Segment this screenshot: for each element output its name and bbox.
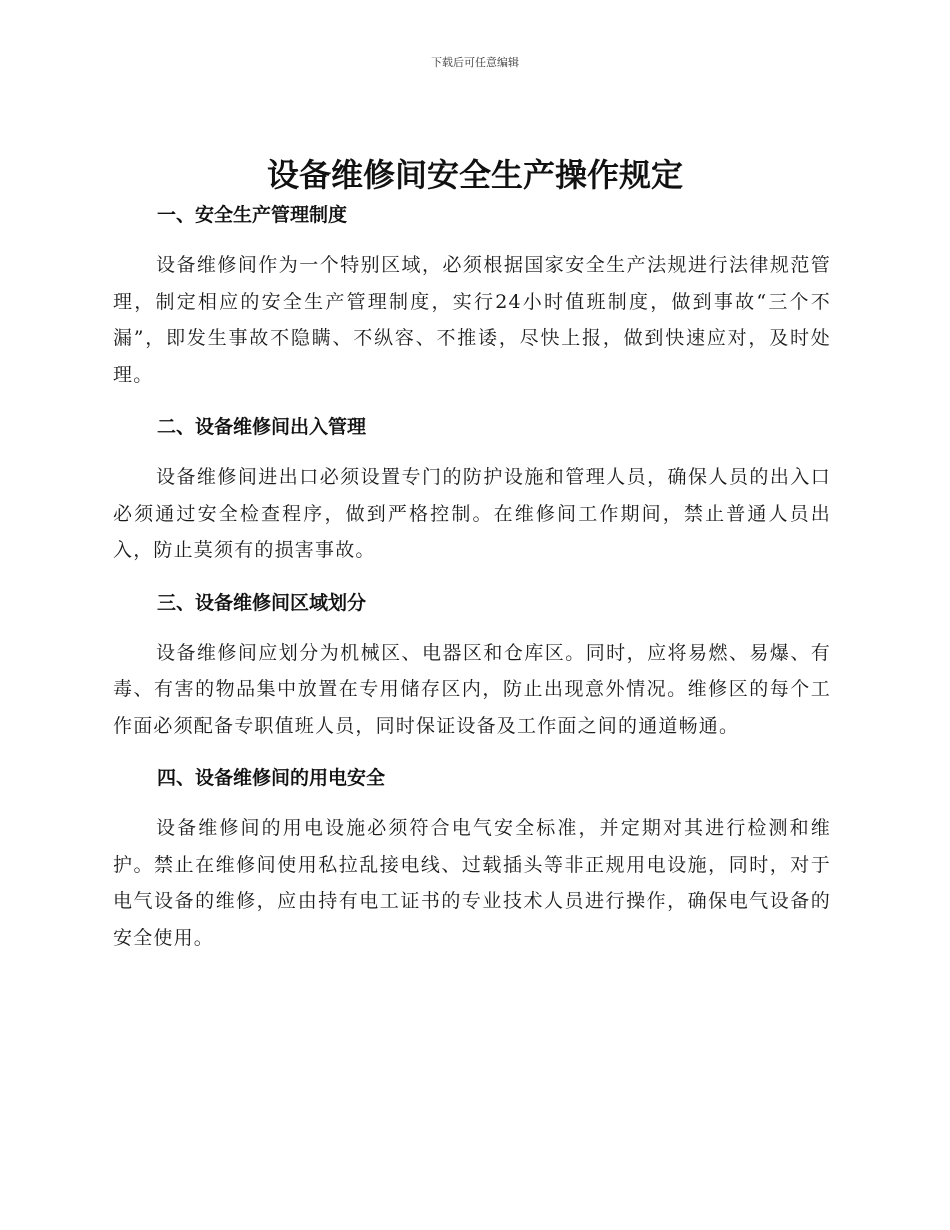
section-paragraph: 设备维修间作为一个特别区域，必须根据国家安全生产法规进行法律规范管理，制定相应的安全生产管理制度，实行24小时值班制度，做到事故“三个不漏”，即发生事故不隐瞒、不纵容、不推诿，尽快上报，做到快速应对，及时处理。	[113, 254, 831, 386]
section-heading: 三、设备维修间区域划分	[157, 591, 367, 614]
section-paragraph: 设备维修间进出口必须设置专门的防护设施和管理人员，确保人员的出入口必须通过安全检查程序，做到严格控制。在维修间工作期间，禁止普通人员出入，防止莫须有的损害事故。	[113, 466, 831, 561]
section-heading: 二、设备维修间出入管理	[157, 416, 367, 438]
section-access-management	[113, 409, 831, 569]
document-title: 设备维修间安全生产操作规定	[266, 156, 683, 194]
document-body	[113, 197, 831, 956]
page-header-note: 下载后可任意编辑	[431, 56, 519, 69]
section-paragraph: 设备维修间的用电设施必须符合电气安全标准，并定期对其进行检测和维护。禁止在维修间使用私拉乱接电线、过载插头等非正规用电设施，同时，对于电气设备的维修，应由持有电工证书的专业技术人员进行操作，确保电气设备的安全使用。	[113, 817, 831, 949]
section-heading: 一、安全生产管理制度	[157, 204, 348, 226]
section-area-division	[113, 585, 831, 745]
section-heading: 四、设备维修间的用电安全	[157, 767, 386, 789]
section-electrical-safety	[113, 760, 831, 956]
section-safety-management	[113, 197, 831, 393]
section-paragraph: 设备维修间应划分为机械区、电器区和仓库区。同时，应将易燃、易爆、有毒、有害的物品集中放置在专用储存区内，防止出现意外情况。维修区的每个工作面必须配备专职值班人员，同时保证设备及工作面之间的通道畅通。	[113, 641, 831, 737]
